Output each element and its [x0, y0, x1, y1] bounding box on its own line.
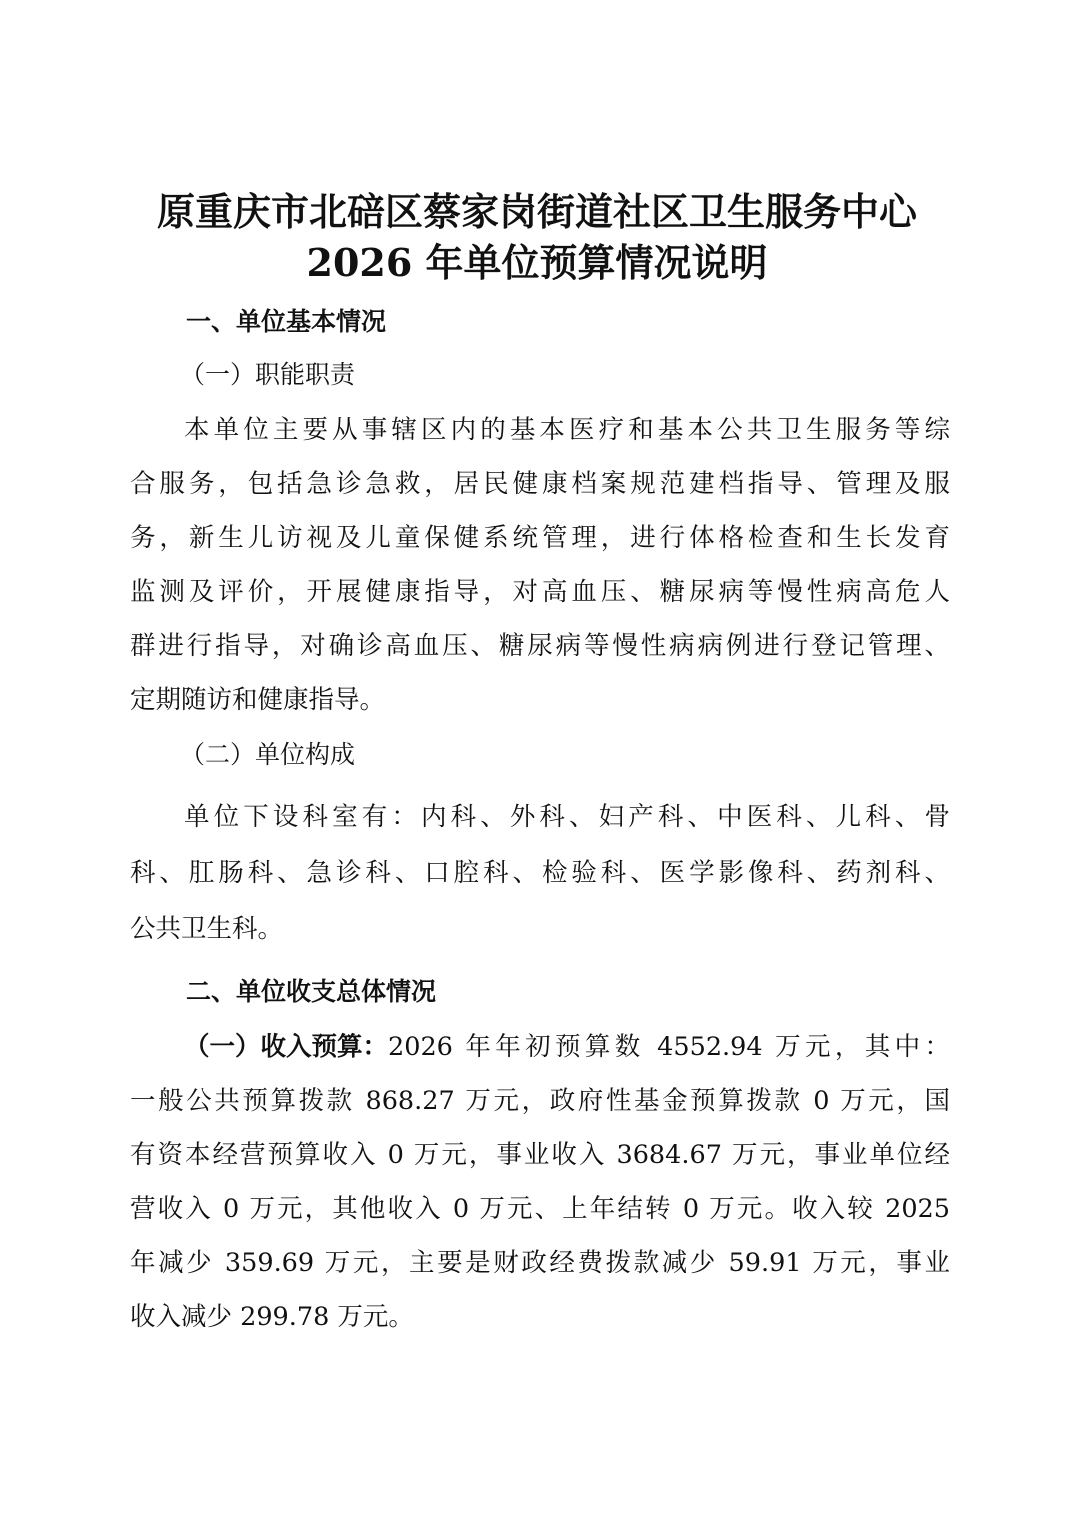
paragraph-line: 营收入 0 万元，其他收入 0 万元、上年结转 0 万元。收入较 2025 — [130, 1194, 950, 1224]
paragraph-line: 科、肛肠科、急诊科、口腔科、检验科、医学影像科、药剂科、 — [130, 858, 950, 888]
paragraph-line: 本单位主要从事辖区内的基本医疗和基本公共卫生服务等综 — [184, 415, 950, 445]
paragraph-line: 合服务，包括急诊急救，居民健康档案规范建档指导、管理及服 — [130, 469, 950, 499]
paragraph-line: 年减少 359.69 万元，主要是财政经费拨款减少 59.91 万元，事业 — [130, 1248, 950, 1278]
section1-heading: 一、单位基本情况 — [186, 307, 387, 336]
paragraph-line: 一般公共预算拨款 868.27 万元，政府性基金预算拨款 0 万元，国 — [130, 1086, 950, 1116]
section2-heading: 二、单位收支总体情况 — [186, 977, 437, 1006]
paragraph-line: 监测及评价，开展健康指导，对高血压、糖尿病等慢性病高危人 — [130, 577, 950, 607]
document-title-line1: 原重庆市北碚区蔡家岗街道社区卫生服务中心 — [156, 189, 917, 234]
paragraph-line: 收入减少 299.78 万元。 — [130, 1302, 414, 1332]
paragraph-line: 单位下设科室有：内科、外科、妇产科、中医科、儿科、骨 — [184, 802, 950, 832]
income-budget-line — [184, 1031, 950, 1063]
paragraph-line: 群进行指导，对确诊高血压、糖尿病等慢性病病例进行登记管理、 — [130, 631, 950, 661]
paragraph-line: 有资本经营预算收入 0 万元，事业收入 3684.67 万元，事业单位经 — [130, 1140, 950, 1170]
paragraph-line: 公共卫生科。 — [130, 914, 284, 944]
paragraph-line: 2026 年年初预算数 4552.94 万元，其中： — [388, 1032, 950, 1062]
section1-sub1-heading: （一）职能职责 — [180, 360, 356, 389]
document-title-line2: 2026 年单位预算情况说明 — [306, 240, 768, 285]
paragraph-line: 务，新生儿访视及儿童保健系统管理，进行体格检查和生长发育 — [130, 523, 950, 553]
section1-sub2-heading: （二）单位构成 — [180, 740, 356, 769]
income-budget-label: （一）收入预算： — [184, 1032, 389, 1062]
paragraph-line: 定期随访和健康指导。 — [130, 685, 386, 715]
